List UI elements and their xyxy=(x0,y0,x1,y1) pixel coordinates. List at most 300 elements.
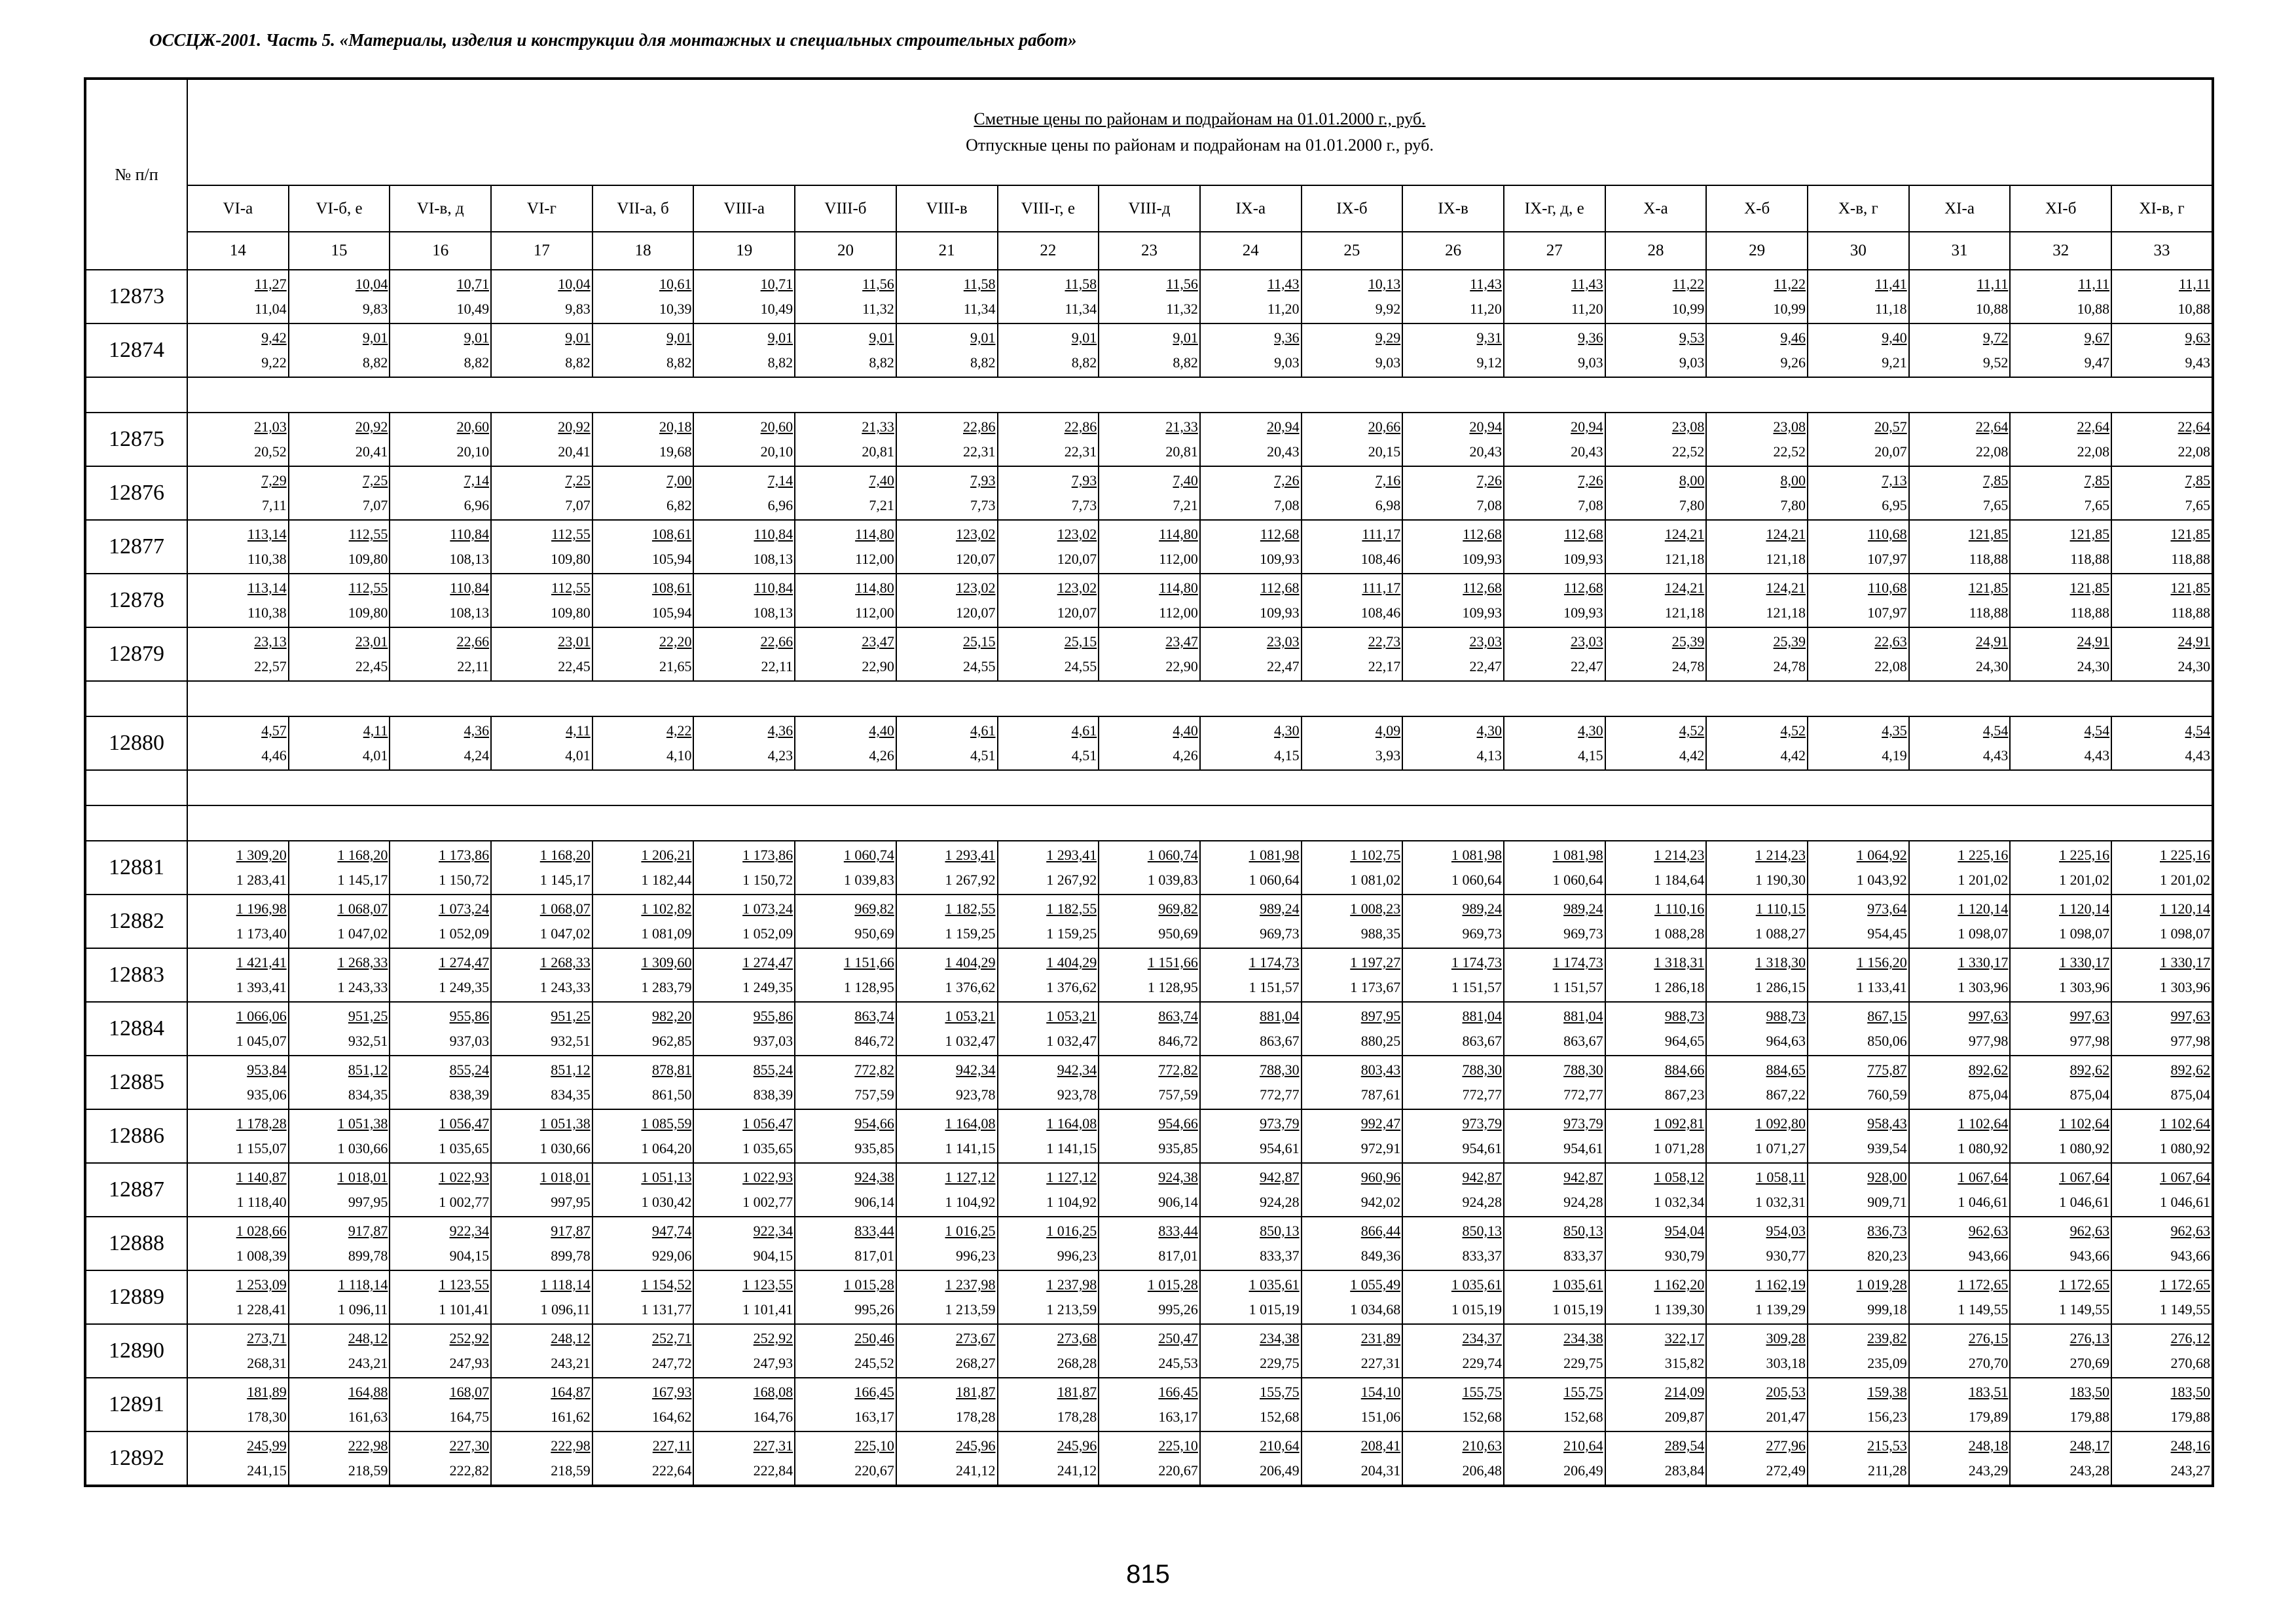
price-cell xyxy=(1200,1324,1302,1378)
estimate-price: 772,82 xyxy=(854,1061,894,1078)
spacer-cell xyxy=(187,770,2213,805)
estimate-price: 273,68 xyxy=(1057,1330,1097,1346)
price-cell xyxy=(390,1270,491,1324)
release-price: 179,88 xyxy=(2069,1409,2110,1425)
estimate-price: 164,88 xyxy=(348,1384,388,1400)
column-number: 32 xyxy=(2010,232,2111,270)
estimate-price: 1 330,17 xyxy=(2160,954,2210,970)
release-price: 932,51 xyxy=(348,1033,388,1049)
estimate-price: 23,03 xyxy=(1469,633,1502,650)
price-cell xyxy=(592,948,694,1002)
price-cell xyxy=(896,323,998,377)
estimate-price: 1 081,98 xyxy=(1552,847,1603,863)
estimate-price: 22,66 xyxy=(760,633,793,650)
table-row xyxy=(85,895,2213,948)
price-cell xyxy=(289,1056,390,1109)
estimate-price: 112,68 xyxy=(1463,580,1502,596)
estimate-price: 850,13 xyxy=(1260,1223,1300,1239)
price-cell xyxy=(2010,1270,2111,1324)
release-price: 22,47 xyxy=(1469,658,1502,674)
estimate-price: 121,85 xyxy=(2170,580,2210,596)
estimate-price: 1 055,49 xyxy=(1350,1276,1401,1293)
release-price: 268,31 xyxy=(247,1355,287,1371)
price-cell xyxy=(1504,520,1605,574)
price-cell xyxy=(1200,270,1302,323)
release-price: 4,10 xyxy=(666,747,692,764)
estimate-price: 22,64 xyxy=(2077,418,2110,435)
estimate-price: 1 162,20 xyxy=(1654,1276,1705,1293)
release-price: 243,21 xyxy=(551,1355,591,1371)
row-id: 12889 xyxy=(85,1270,187,1324)
estimate-price: 167,93 xyxy=(651,1384,692,1400)
price-cell xyxy=(187,520,289,574)
price-cell xyxy=(2010,948,2111,1002)
price-cell xyxy=(289,270,390,323)
price-cell xyxy=(998,1002,1099,1056)
release-price: 241,12 xyxy=(1057,1462,1097,1479)
release-price: 9,92 xyxy=(1375,301,1401,317)
release-price: 923,78 xyxy=(956,1086,996,1103)
estimate-price: 123,02 xyxy=(1057,580,1097,596)
estimate-price: 1 053,21 xyxy=(1046,1008,1097,1024)
price-cell xyxy=(1302,323,1403,377)
price-cell xyxy=(1706,520,1808,574)
price-cell xyxy=(2010,895,2111,948)
estimate-price: 969,82 xyxy=(1158,900,1198,917)
price-cell xyxy=(2111,1270,2213,1324)
estimate-price: 1 237,98 xyxy=(1046,1276,1097,1293)
release-price: 164,62 xyxy=(651,1409,692,1425)
section-spacer-row xyxy=(85,377,2213,413)
spacer-cell xyxy=(187,681,2213,716)
zone-header: IX-б xyxy=(1302,185,1403,232)
estimate-price: 989,24 xyxy=(1563,900,1603,917)
zone-header: IX-в xyxy=(1402,185,1504,232)
price-cell xyxy=(795,323,896,377)
price-cell xyxy=(2111,270,2213,323)
release-price: 950,69 xyxy=(854,925,894,942)
estimate-price: 23,08 xyxy=(1671,418,1705,435)
estimate-price: 7,26 xyxy=(1476,472,1502,489)
price-cell xyxy=(2010,716,2111,770)
estimate-price: 922,34 xyxy=(753,1223,793,1239)
price-cell xyxy=(795,1217,896,1270)
price-cell xyxy=(390,1217,491,1270)
price-cell xyxy=(998,323,1099,377)
price-cell xyxy=(592,1270,694,1324)
estimate-price: 214,09 xyxy=(1664,1384,1705,1400)
estimate-price: 1 164,08 xyxy=(945,1115,996,1132)
price-cell xyxy=(2111,323,2213,377)
release-price: 283,84 xyxy=(1664,1462,1705,1479)
release-price: 10,88 xyxy=(2178,301,2210,317)
zone-header-row xyxy=(85,185,2213,232)
spacer-cell xyxy=(85,377,187,413)
estimate-price: 1 053,21 xyxy=(945,1008,996,1024)
release-price: 954,45 xyxy=(1867,925,1907,942)
release-price: 1 002,77 xyxy=(439,1194,490,1210)
price-cell xyxy=(1302,1109,1403,1163)
estimate-price: 168,07 xyxy=(449,1384,490,1400)
estimate-price: 20,66 xyxy=(1368,418,1401,435)
estimate-price: 112,68 xyxy=(1463,526,1502,542)
price-cell xyxy=(390,520,491,574)
release-price: 151,06 xyxy=(1360,1409,1401,1425)
release-price: 105,94 xyxy=(651,604,692,621)
release-price: 1 098,07 xyxy=(2059,925,2110,942)
release-price: 942,02 xyxy=(1360,1194,1401,1210)
estimate-price: 7,40 xyxy=(869,472,894,489)
release-price: 7,11 xyxy=(262,497,287,513)
price-cell xyxy=(289,1163,390,1217)
estimate-price: 10,61 xyxy=(659,276,692,292)
price-cell xyxy=(592,1324,694,1378)
release-price: 954,61 xyxy=(1260,1140,1300,1156)
release-price: 772,77 xyxy=(1563,1086,1603,1103)
release-price: 22,47 xyxy=(1571,658,1603,674)
estimate-price: 123,02 xyxy=(956,580,996,596)
release-price: 108,13 xyxy=(753,604,793,621)
estimate-price: 113,14 xyxy=(247,526,287,542)
estimate-price: 11,58 xyxy=(1065,276,1097,292)
spacer-cell xyxy=(85,770,187,805)
estimate-price: 962,63 xyxy=(2170,1223,2210,1239)
price-cell xyxy=(289,520,390,574)
price-cell xyxy=(795,1056,896,1109)
estimate-price: 892,62 xyxy=(2170,1061,2210,1078)
price-cell xyxy=(1504,1056,1605,1109)
release-price: 4,01 xyxy=(565,747,591,764)
row-id: 12881 xyxy=(85,841,187,895)
release-price: 245,53 xyxy=(1158,1355,1198,1371)
price-cell xyxy=(896,466,998,520)
release-price: 8,82 xyxy=(464,354,490,371)
estimate-price: 4,30 xyxy=(1476,722,1502,739)
price-cell xyxy=(390,841,491,895)
price-cell xyxy=(1099,1109,1200,1163)
release-price: 1 035,65 xyxy=(742,1140,793,1156)
price-cell xyxy=(1200,520,1302,574)
release-price: 22,31 xyxy=(1064,443,1097,460)
estimate-price: 788,30 xyxy=(1260,1061,1300,1078)
release-price: 120,07 xyxy=(1057,551,1097,567)
release-price: 939,54 xyxy=(1867,1140,1907,1156)
estimate-price: 1 051,13 xyxy=(641,1169,692,1185)
release-price: 120,07 xyxy=(1057,604,1097,621)
price-cell xyxy=(187,841,289,895)
estimate-price: 1 206,21 xyxy=(641,847,692,863)
price-cell xyxy=(1302,1002,1403,1056)
estimate-price: 4,35 xyxy=(1882,722,1907,739)
release-price: 954,61 xyxy=(1462,1140,1502,1156)
price-cell xyxy=(592,270,694,323)
estimate-price: 1 085,59 xyxy=(641,1115,692,1132)
price-cell xyxy=(998,1324,1099,1378)
price-cell xyxy=(1808,1109,1909,1163)
table-row xyxy=(85,413,2213,466)
price-cell xyxy=(1302,520,1403,574)
release-price: 11,34 xyxy=(1065,301,1097,317)
price-cell xyxy=(1706,323,1808,377)
release-price: 930,77 xyxy=(1766,1247,1806,1264)
estimate-price: 159,38 xyxy=(1867,1384,1907,1400)
release-price: 241,12 xyxy=(956,1462,996,1479)
price-cell xyxy=(1706,270,1808,323)
price-cell xyxy=(491,1431,592,1486)
release-price: 109,93 xyxy=(1260,604,1300,621)
release-price: 1 303,96 xyxy=(2059,979,2110,995)
estimate-price: 1 196,98 xyxy=(236,900,287,917)
release-price: 112,00 xyxy=(855,604,894,621)
release-price: 1 201,02 xyxy=(2059,872,2110,888)
estimate-price: 248,17 xyxy=(2069,1437,2110,1454)
estimate-price: 7,26 xyxy=(1578,472,1603,489)
release-price: 107,97 xyxy=(1867,604,1907,621)
release-price: 247,72 xyxy=(651,1355,692,1371)
release-price: 1 393,41 xyxy=(236,979,287,995)
table-row xyxy=(85,1056,2213,1109)
price-cell xyxy=(1808,948,1909,1002)
price-cell xyxy=(390,1002,491,1056)
release-price: 108,13 xyxy=(753,551,793,567)
estimate-price: 11,56 xyxy=(862,276,894,292)
price-cell xyxy=(390,948,491,1002)
estimate-price: 954,66 xyxy=(1158,1115,1198,1132)
row-id: 12875 xyxy=(85,413,187,466)
estimate-price: 245,96 xyxy=(1057,1437,1097,1454)
price-cell xyxy=(1808,413,1909,466)
estimate-price: 1 127,12 xyxy=(1046,1169,1097,1185)
release-price: 1 283,41 xyxy=(236,872,287,888)
release-price: 904,15 xyxy=(753,1247,793,1264)
estimate-price: 277,96 xyxy=(1766,1437,1806,1454)
release-price: 867,22 xyxy=(1766,1086,1806,1103)
price-cell xyxy=(289,1002,390,1056)
release-price: 20,81 xyxy=(1165,443,1198,460)
release-price: 935,06 xyxy=(247,1086,287,1103)
zone-header: X-а xyxy=(1605,185,1707,232)
section-spacer-row xyxy=(85,770,2213,805)
price-cell xyxy=(390,466,491,520)
estimate-price: 4,11 xyxy=(363,722,388,739)
release-price: 1 249,35 xyxy=(439,979,490,995)
estimate-price: 7,14 xyxy=(767,472,793,489)
estimate-price: 1 035,61 xyxy=(1248,1276,1300,1293)
estimate-price: 942,34 xyxy=(956,1061,996,1078)
price-cell xyxy=(1200,1270,1302,1324)
estimate-price: 11,41 xyxy=(1875,276,1907,292)
release-price: 22,45 xyxy=(558,658,591,674)
release-price: 1 101,41 xyxy=(742,1301,793,1318)
release-price: 20,43 xyxy=(1469,443,1502,460)
estimate-price: 11,27 xyxy=(255,276,287,292)
estimate-price: 110,84 xyxy=(450,526,490,542)
estimate-price: 252,92 xyxy=(449,1330,490,1346)
release-price: 7,65 xyxy=(1982,497,2009,513)
estimate-price: 21,03 xyxy=(254,418,287,435)
estimate-price: 1 268,33 xyxy=(539,954,591,970)
estimate-price: 231,89 xyxy=(1360,1330,1401,1346)
price-cell xyxy=(795,841,896,895)
estimate-price: 9,42 xyxy=(261,329,287,346)
estimate-price: 1 092,81 xyxy=(1654,1115,1705,1132)
release-price: 1 002,77 xyxy=(742,1194,793,1210)
release-price: 995,26 xyxy=(1158,1301,1198,1318)
estimate-price: 23,13 xyxy=(254,633,287,650)
release-price: 178,28 xyxy=(956,1409,996,1425)
release-price: 875,04 xyxy=(2170,1086,2210,1103)
estimate-price: 248,16 xyxy=(2170,1437,2210,1454)
release-price: 1 303,96 xyxy=(2160,979,2210,995)
estimate-price: 25,15 xyxy=(963,633,996,650)
release-price: 109,93 xyxy=(1462,604,1502,621)
release-price: 163,17 xyxy=(1158,1409,1198,1425)
release-price: 4,43 xyxy=(1982,747,2009,764)
release-price: 178,28 xyxy=(1057,1409,1097,1425)
estimate-price: 21,33 xyxy=(1165,418,1198,435)
release-price: 1 145,17 xyxy=(337,872,388,888)
estimate-price: 7,29 xyxy=(261,472,287,489)
price-cell xyxy=(693,1109,795,1163)
price-cell xyxy=(1302,841,1403,895)
estimate-price: 112,55 xyxy=(551,580,591,596)
estimate-price: 942,34 xyxy=(1057,1061,1097,1078)
price-cell xyxy=(1909,1163,2011,1217)
estimate-price: 234,37 xyxy=(1462,1330,1502,1346)
estimate-price: 851,12 xyxy=(348,1061,388,1078)
release-price: 247,93 xyxy=(449,1355,490,1371)
price-cell xyxy=(2111,627,2213,681)
price-cell xyxy=(2010,1002,2111,1056)
estimate-price: 11,11 xyxy=(1977,276,2009,292)
release-price: 899,78 xyxy=(348,1247,388,1264)
estimate-price: 181,87 xyxy=(956,1384,996,1400)
release-price: 1 190,30 xyxy=(1755,872,1806,888)
estimate-price: 9,31 xyxy=(1476,329,1502,346)
release-price: 1 096,11 xyxy=(540,1301,591,1318)
release-price: 22,31 xyxy=(963,443,996,460)
price-cell xyxy=(1808,574,1909,627)
estimate-price: 273,67 xyxy=(956,1330,996,1346)
price-cell xyxy=(187,1109,289,1163)
estimate-price: 23,08 xyxy=(1773,418,1806,435)
release-price: 833,37 xyxy=(1462,1247,1502,1264)
release-price: 11,32 xyxy=(862,301,894,317)
estimate-price: 4,52 xyxy=(1780,722,1806,739)
release-price: 9,47 xyxy=(2084,354,2110,371)
estimate-price: 4,09 xyxy=(1375,722,1401,739)
release-price: 7,21 xyxy=(869,497,894,513)
estimate-price: 10,71 xyxy=(456,276,490,292)
estimate-price: 22,86 xyxy=(963,418,996,435)
price-cell xyxy=(1200,413,1302,466)
price-cell xyxy=(1402,1002,1504,1056)
release-price: 929,06 xyxy=(651,1247,692,1264)
row-id: 12882 xyxy=(85,895,187,948)
estimate-price: 112,55 xyxy=(348,580,388,596)
release-price: 20,10 xyxy=(456,443,490,460)
release-price: 954,61 xyxy=(1563,1140,1603,1156)
release-price: 8,82 xyxy=(1071,354,1097,371)
row-number-header: № п/п xyxy=(85,79,187,270)
table-row xyxy=(85,1431,2213,1486)
price-cell xyxy=(998,895,1099,948)
estimate-price: 997,63 xyxy=(1968,1008,2009,1024)
estimate-price: 22,63 xyxy=(1874,633,1907,650)
estimate-price: 20,94 xyxy=(1267,418,1300,435)
column-number: 30 xyxy=(1808,232,1909,270)
price-cell xyxy=(2111,841,2213,895)
price-cell xyxy=(1402,1431,1504,1486)
price-cell xyxy=(795,574,896,627)
estimate-price: 1 174,73 xyxy=(1552,954,1603,970)
release-price: 7,73 xyxy=(1071,497,1097,513)
column-number-row xyxy=(85,232,2213,270)
spacer-cell xyxy=(187,805,2213,841)
price-cell xyxy=(1200,1056,1302,1109)
price-cell xyxy=(1402,841,1504,895)
estimate-price: 121,85 xyxy=(2069,580,2110,596)
price-cell xyxy=(187,1378,289,1431)
estimate-price: 1 172,65 xyxy=(2160,1276,2210,1293)
release-price: 222,64 xyxy=(651,1462,692,1479)
price-cell xyxy=(896,841,998,895)
price-cell xyxy=(289,1324,390,1378)
release-price: 11,18 xyxy=(1875,301,1907,317)
release-price: 904,15 xyxy=(449,1247,490,1264)
price-cell xyxy=(795,948,896,1002)
price-cell xyxy=(491,574,592,627)
estimate-price: 1 092,80 xyxy=(1755,1115,1806,1132)
column-number: 28 xyxy=(1605,232,1707,270)
price-cell xyxy=(187,1163,289,1217)
estimate-price: 1 330,17 xyxy=(1958,954,2009,970)
row-id: 12876 xyxy=(85,466,187,520)
release-price: 218,59 xyxy=(348,1462,388,1479)
price-table xyxy=(84,77,2214,1487)
price-cell xyxy=(1099,1324,1200,1378)
price-cell xyxy=(1808,466,1909,520)
price-cell xyxy=(795,1431,896,1486)
price-cell xyxy=(1402,1109,1504,1163)
release-price: 1 182,44 xyxy=(641,872,692,888)
estimate-price: 248,12 xyxy=(551,1330,591,1346)
estimate-price: 1 182,55 xyxy=(1046,900,1097,917)
release-price: 7,07 xyxy=(565,497,591,513)
estimate-price: 110,84 xyxy=(450,580,490,596)
price-cell xyxy=(1808,1324,1909,1378)
release-price: 118,88 xyxy=(2171,551,2210,567)
release-price: 1 118,40 xyxy=(236,1194,287,1210)
release-price: 906,14 xyxy=(854,1194,894,1210)
estimate-price: 245,99 xyxy=(247,1437,287,1454)
price-cell xyxy=(1909,1270,2011,1324)
release-price: 222,82 xyxy=(449,1462,490,1479)
release-price: 8,82 xyxy=(666,354,692,371)
price-cell xyxy=(1808,1056,1909,1109)
price-cell xyxy=(1808,627,1909,681)
zone-header: VIII-а xyxy=(693,185,795,232)
price-cell xyxy=(1808,1002,1909,1056)
price-cell xyxy=(1605,716,1707,770)
release-price: 772,77 xyxy=(1462,1086,1502,1103)
estimate-price: 833,44 xyxy=(1158,1223,1198,1239)
release-price: 988,35 xyxy=(1360,925,1401,942)
estimate-price: 121,85 xyxy=(1968,580,2009,596)
release-price: 270,69 xyxy=(2069,1355,2110,1371)
release-price: 118,88 xyxy=(2070,604,2110,621)
estimate-price: 7,40 xyxy=(1173,472,1198,489)
